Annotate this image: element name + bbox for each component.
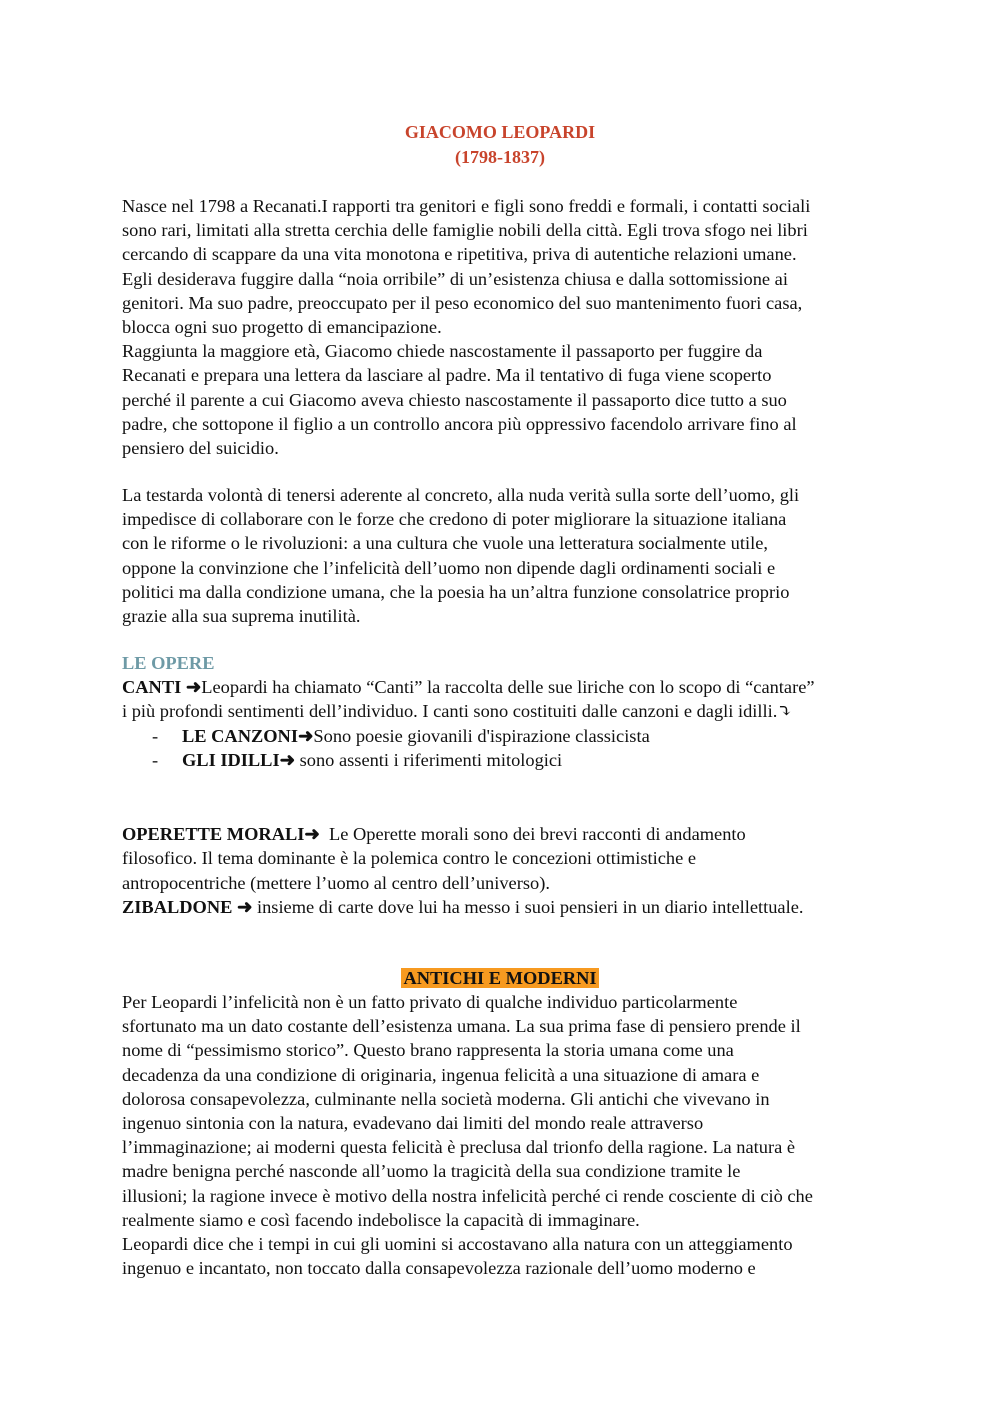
operette-line-1 bbox=[122, 798, 882, 846]
title-name: GIACOMO LEOPARDI bbox=[404, 122, 596, 142]
list-dash: - bbox=[152, 749, 159, 770]
testarda-paragraph bbox=[122, 483, 882, 628]
list-item-idilli bbox=[122, 748, 882, 772]
canzoni-text: Sono poesie giovanili d'ispirazione classicista bbox=[313, 725, 650, 746]
intro-line: perché il parente a cui Giacomo aveva chiesto nascostamente il passaporto dice tutto a suo bbox=[122, 389, 787, 410]
list-dash: - bbox=[152, 725, 159, 746]
testarda-line: oppone la convinzione che l’infelicità dell’uomo non dipende dagli ordinamenti sociali e bbox=[122, 557, 776, 578]
testarda-line: impedisce di collaborare con le forze che credono di poter migliorare la situazione italiana bbox=[122, 509, 787, 530]
title-dates: (1798-1837) bbox=[455, 147, 545, 167]
antichi-line: dolorosa consapevolezza, culminante nella società moderna. Gli antichi che vivevano in bbox=[122, 1088, 770, 1109]
operette-text-1: Le Operette morali sono dei brevi racconti di andamento bbox=[319, 824, 746, 845]
antichi-line: decadenza da una condizione di originaria, ingenua felicità a una situazione di amara e bbox=[122, 1064, 760, 1085]
intro-line: pensiero del suicidio. bbox=[122, 438, 279, 459]
operette-section bbox=[122, 798, 882, 895]
antichi-line: sfortunato ma un dato costante dell’esistenza umana. La sua prima fase di pensiero prende il bbox=[122, 1016, 801, 1037]
intro-line: genitori. Ma suo padre, preoccupato per il peso economico del suo mantenimento fuori casa, bbox=[122, 292, 803, 313]
idilli-label: GLI IDILLI➜ bbox=[182, 749, 296, 770]
intro-line: padre, che sottopone il figlio a un controllo ancora più oppressivo facendolo arrivare fino al bbox=[122, 413, 797, 434]
intro-line: blocca ogni suo progetto di emancipazione. bbox=[122, 317, 442, 338]
operette-text-2: filosofico. Il tema dominante è la polemica contro le concezioni ottimistiche e bbox=[122, 848, 696, 869]
intro-line: cercando di scappare da una vita monotona e ripetitiva, priva di autentiche relazioni umane. bbox=[122, 244, 797, 265]
antichi-heading-row bbox=[0, 966, 1000, 990]
zibaldone-section bbox=[122, 895, 882, 919]
intro-line: Egli desiderava fuggire dalla “noia orribile” di un’esistenza chiusa e dalla sottomissione ai bbox=[122, 268, 788, 289]
antichi-line: Leopardi dice che i tempi in cui gli uomini si accostavano alla natura con un atteggiamento bbox=[122, 1234, 793, 1255]
canti-label: CANTI ➜ bbox=[122, 677, 202, 698]
testarda-line: grazie alla sua suprema inutilità. bbox=[122, 606, 361, 627]
zibaldone-label: ZIBALDONE ➜ bbox=[122, 897, 253, 917]
canti-text-2: i più profondi sentimenti dell’individuo. I canti sono costituiti dalle canzoni e dagli idilli.⤵ bbox=[122, 701, 793, 722]
antichi-paragraph bbox=[122, 990, 882, 1280]
antichi-line: nome di “pessimismo storico”. Questo brano rappresenta la storia umana come una bbox=[122, 1040, 734, 1061]
antichi-heading: ANTICHI E MODERNI bbox=[403, 968, 597, 988]
intro-line: Recanati e prepara una lettera da lasciare al padre. Ma il tentativo di fuga viene scoperto bbox=[122, 365, 772, 386]
list-item-canzoni bbox=[122, 724, 882, 748]
antichi-line: realmente siamo e così facendo indebolisce la capacità di immaginare. bbox=[122, 1209, 640, 1230]
opere-section bbox=[122, 651, 882, 772]
zibaldone-line bbox=[122, 895, 882, 919]
testarda-line: politici ma dalla condizione umana, che la poesia ha un’altra funzione consolatrice proprio bbox=[122, 581, 790, 602]
idilli-text: sono assenti i riferimenti mitologici bbox=[295, 749, 563, 770]
antichi-line: madre benigna perché nasconde all’uomo la tragicità della sua condizione tramite le bbox=[122, 1161, 741, 1182]
canti-line-1 bbox=[122, 675, 882, 699]
testarda-line: con le riforme o le rivoluzioni: a una cultura che vuole una letteratura socialmente utile, bbox=[122, 533, 768, 554]
document-title bbox=[0, 120, 1000, 170]
intro-line: sono rari, limitati alla stretta cerchia delle famiglie nobili della città. Egli trova sfogo nei libri bbox=[122, 220, 808, 241]
antichi-line: ingenuo sintonia con la natura, evadevano dai limiti del mondo reale attraverso bbox=[122, 1113, 704, 1134]
operette-label: OPERETTE MORALI➜ bbox=[122, 824, 320, 845]
intro-paragraph bbox=[122, 194, 882, 460]
testarda-line: La testarda volontà di tenersi aderente al concreto, alla nuda verità sulla sorte dell’uomo, gli bbox=[122, 485, 800, 505]
canzoni-label: LE CANZONI➜ bbox=[182, 725, 314, 746]
antichi-line: Per Leopardi l’infelicità non è un fatto privato di qualche individuo particolarmente bbox=[122, 992, 738, 1012]
antichi-line: illusioni; la ragione invece è motivo della nostra infelicità perché ci rende cosciente di ciò che bbox=[122, 1185, 813, 1206]
antichi-line: l’immaginazione; ai moderni questa felicità è preclusa dal trionfo della ragione. La natura è bbox=[122, 1137, 796, 1158]
intro-line: Nasce nel 1798 a Recanati.I rapporti tra genitori e figli sono freddi e formali, i contatti sociali bbox=[122, 196, 811, 216]
zibaldone-text: insieme di carte dove lui ha messo i suoi pensieri in un diario intellettuale. bbox=[252, 897, 804, 917]
canti-text-1: Leopardi ha chiamato “Canti” la raccolta delle sue liriche con lo scopo di “cantare” bbox=[201, 677, 815, 698]
opere-heading: LE OPERE bbox=[122, 653, 215, 673]
intro-line: Raggiunta la maggiore età, Giacomo chiede nascostamente il passaporto per fuggire da bbox=[122, 341, 763, 362]
operette-text-3: antropocentriche (mettere l’uomo al centro dell’universo). bbox=[122, 872, 550, 893]
antichi-line: ingenuo e incantato, non toccato dalla consapevolezza razionale dell’uomo moderno e bbox=[122, 1258, 756, 1279]
